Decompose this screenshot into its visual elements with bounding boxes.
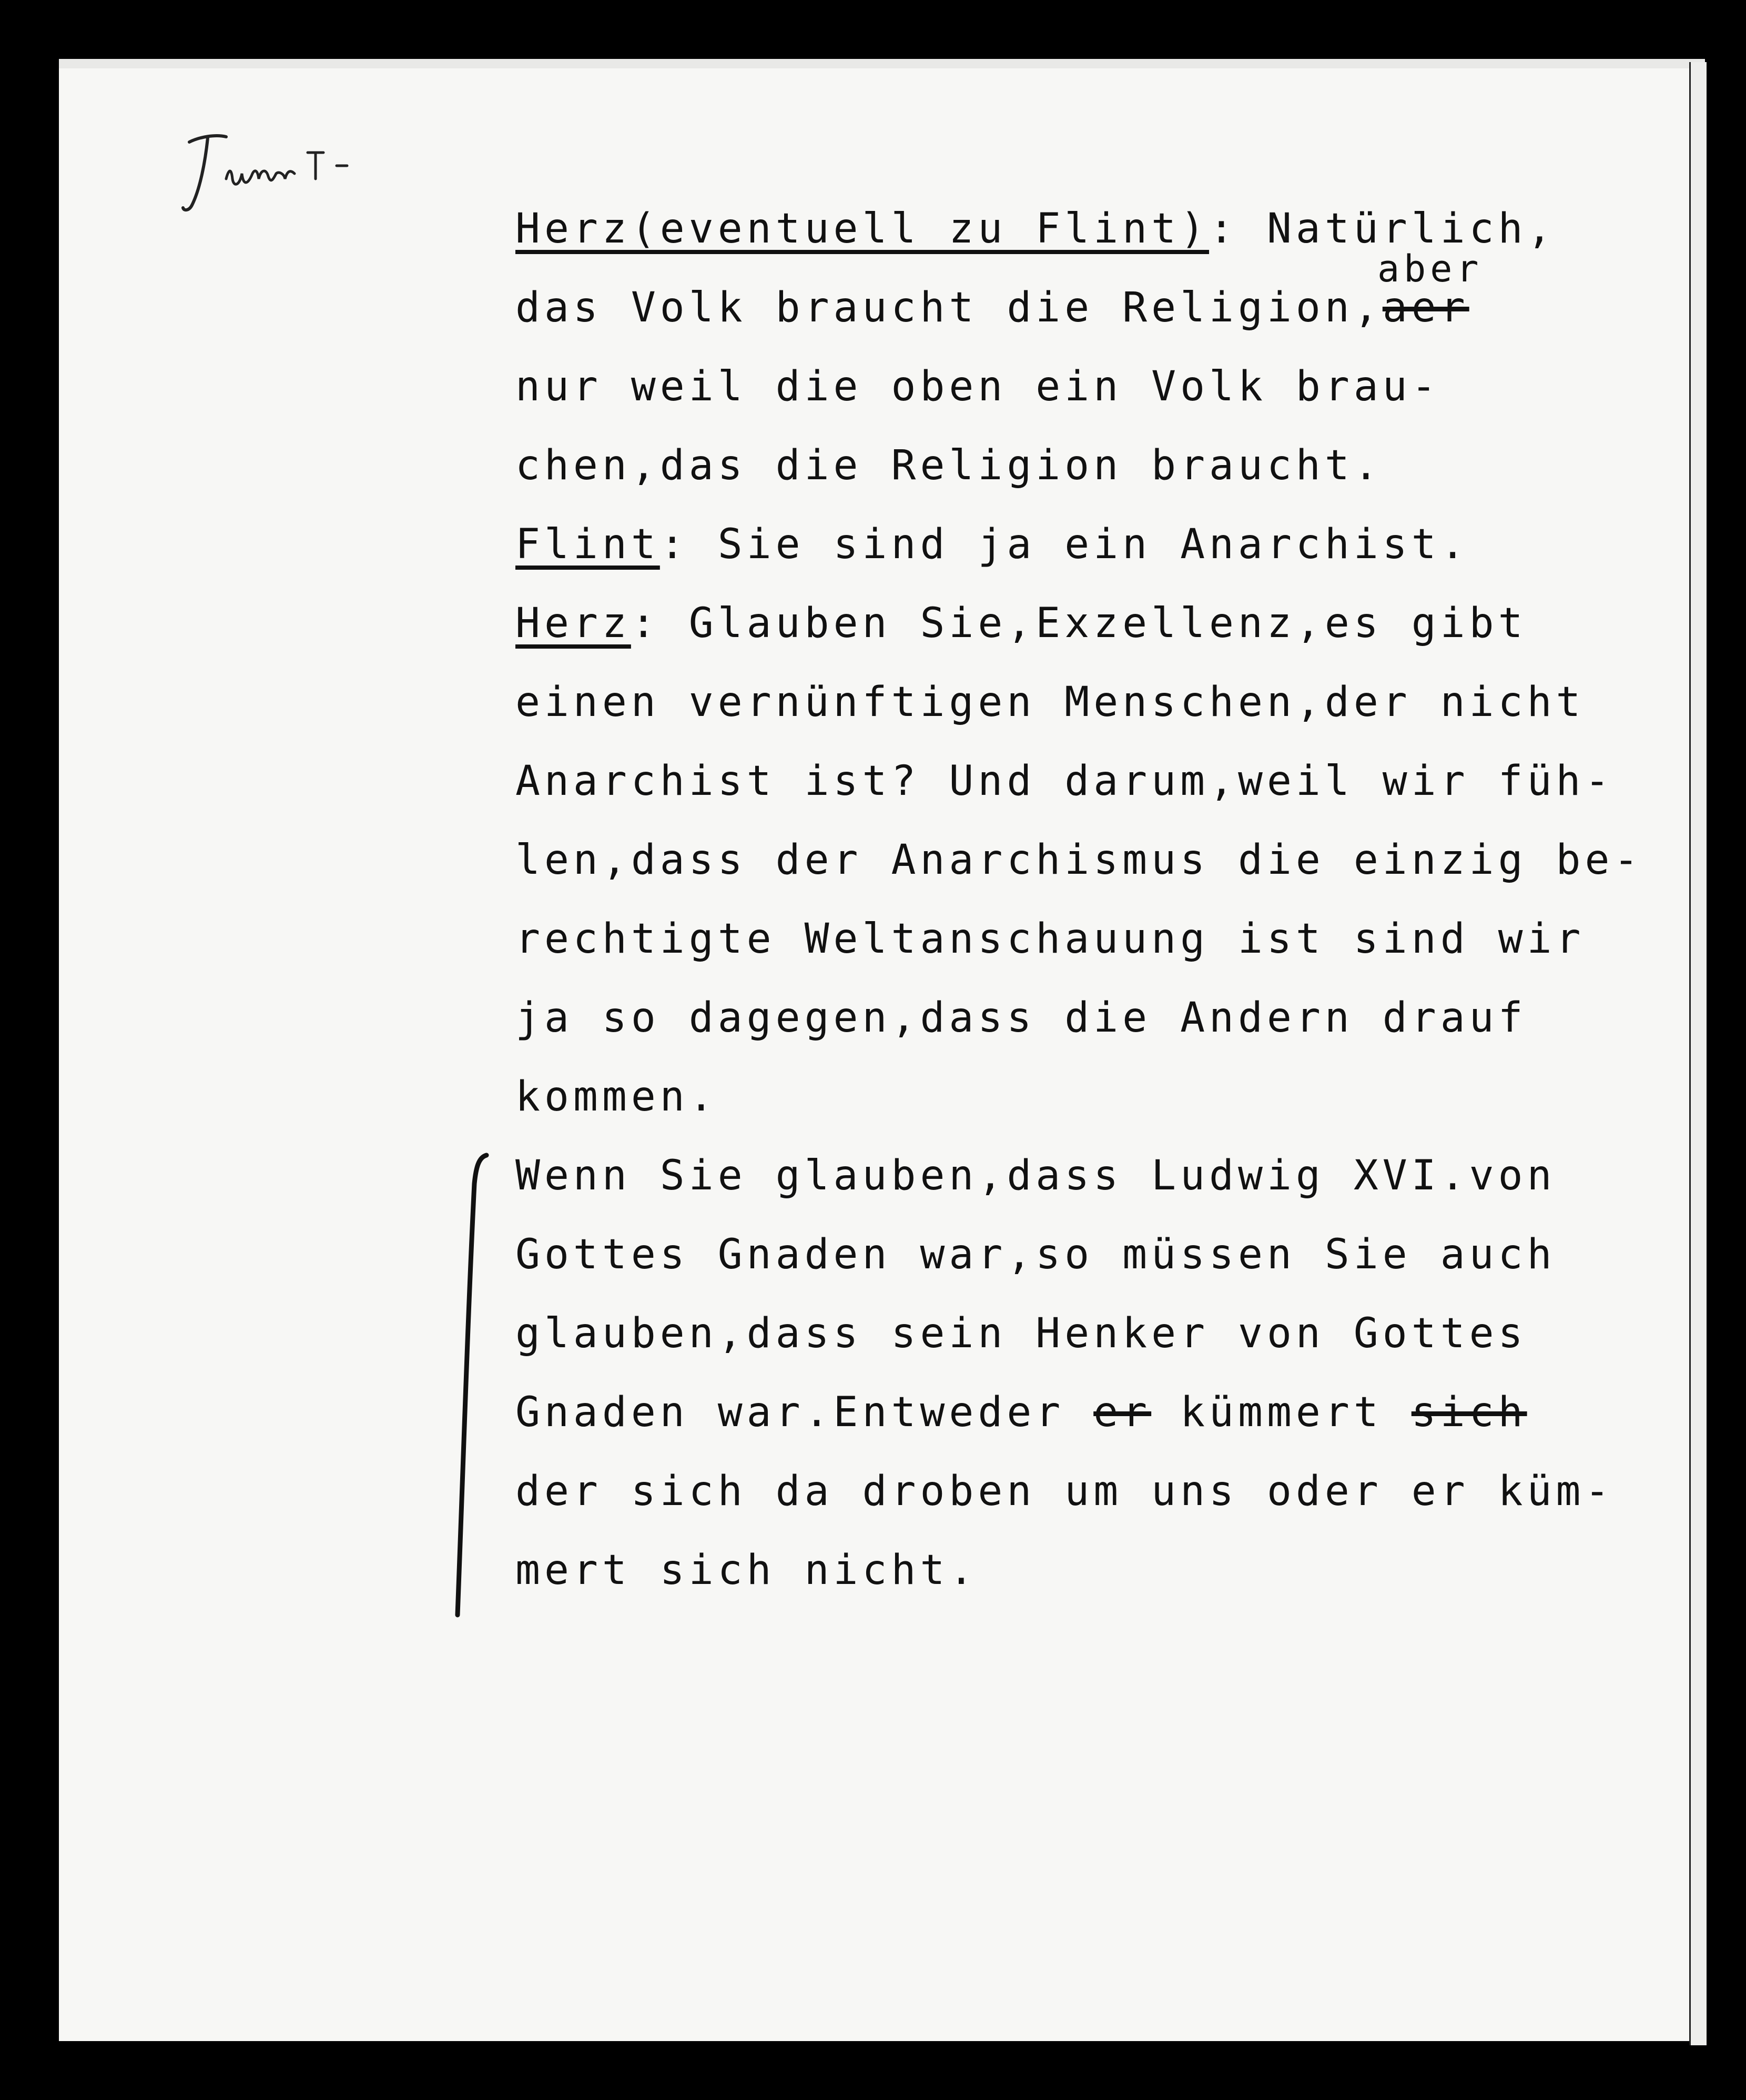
script-text: : Natürlich, [1209,205,1556,253]
script-text: chen,das die Religion braucht. [515,442,1383,489]
script-text: das Volk braucht die Religion, [515,284,1383,331]
script-line [515,516,1469,573]
script-text: : Sie sind ja ein Anarchist. [659,521,1469,568]
script-text: mert sich nicht. [515,1547,978,1594]
paper-edge-top [59,59,1705,69]
script-text: rechtigte Weltanschauung ist sind wir [515,915,1585,963]
script-line [515,752,1613,810]
script-line [515,910,1585,968]
script-text: kümmert [1151,1389,1412,1436]
script-line [515,831,1642,889]
script-line [515,358,1440,416]
struck-word: aer [1382,284,1469,331]
script-line [515,1226,1556,1284]
paper-edge-right [1689,62,1707,2045]
script-line [515,1384,1527,1441]
script-text: : Glauben Sie,Exzellenz,es gibt [631,600,1527,647]
script-line [515,1541,978,1599]
speaker-name: Flint [515,521,660,568]
script-text: einen vernünftigen Menschen,der nicht [515,679,1585,726]
margin-bracket [447,1152,500,1626]
script-line [515,1305,1527,1362]
script-text: nur weil die oben ein Volk brau- [515,363,1440,410]
script-line [515,1068,718,1126]
script-line [515,1462,1613,1520]
script-line [515,594,1527,652]
script-text: len,dass der Anarchismus die einzig be- [515,836,1643,884]
script-text: Gottes Gnaden war,so müssen Sie auch [515,1231,1556,1278]
script-line [515,989,1527,1047]
script-text: der sich da droben um uns oder er küm- [515,1468,1614,1515]
script-line [515,673,1585,731]
script-text: kommen. [515,1073,718,1120]
speaker-name: Herz(eventuell zu Flint) [515,205,1210,253]
struck-word: er [1093,1389,1152,1436]
script-line [515,279,1469,337]
script-text: glauben,dass sein Henker von Gottes [515,1310,1527,1357]
script-text: ja so dagegen,dass die Andern drauf [515,994,1527,1042]
script-text: Anarchist ist? Und darum,weil wir füh- [515,758,1614,805]
script-line [515,1147,1556,1205]
struck-word: sich [1411,1389,1527,1436]
script-text: Gnaden war.Entweder [515,1389,1094,1436]
script-line [515,437,1383,494]
script-text: Wenn Sie glauben,dass Ludwig XVI.von [515,1152,1556,1199]
handwritten-note [168,121,379,226]
speaker-name: Herz [515,600,631,647]
inserted-word: aber [1377,247,1483,290]
